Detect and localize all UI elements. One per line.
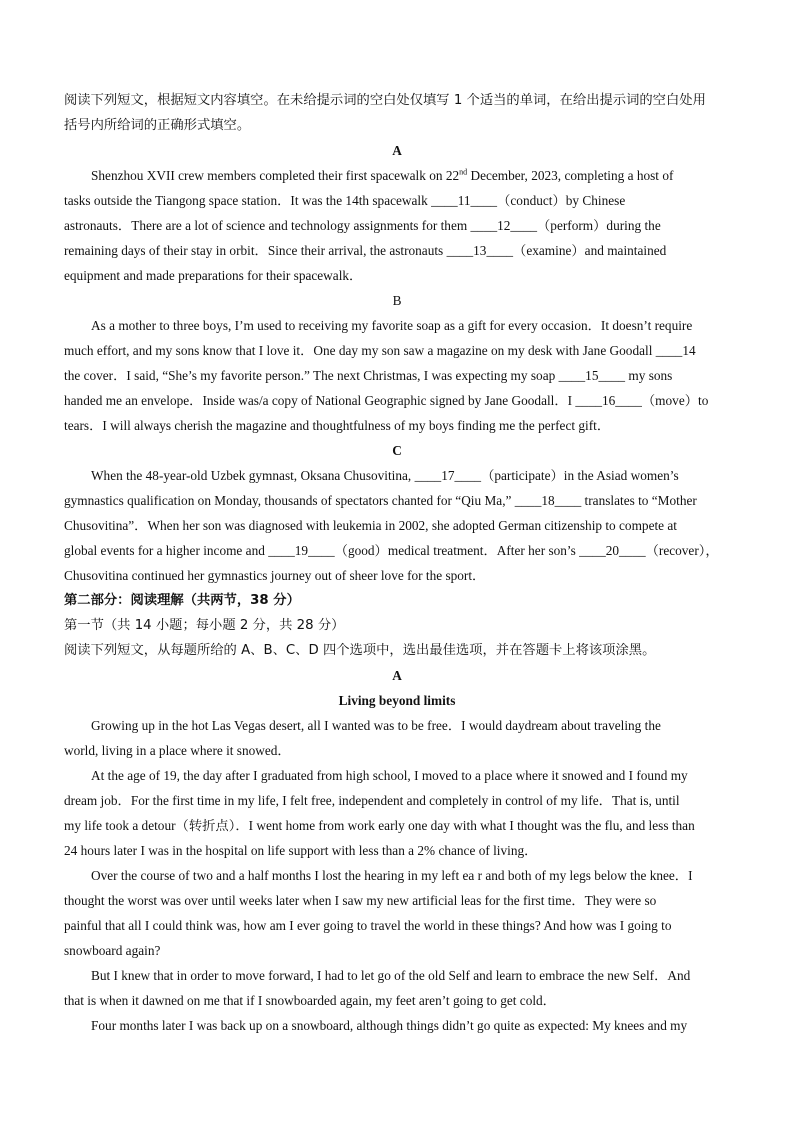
text: When the 48-year-old Uzbek gymnast, Oksana Chusovitina,	[91, 468, 415, 483]
passage-c-line-4	[64, 538, 730, 563]
passage-c-line-5: Chusovitina continued her gymnastics journey out of sheer love for the sport．	[64, 568, 486, 583]
passage-c-line-1	[64, 463, 730, 488]
text: remaining days of their stay in orbit．Since their arrival, the astronauts	[64, 243, 447, 258]
passage-c-line-3: Chusovitina”．When her son was diagnosed with leukemia in 2002, she adopted German citizenship to compete at	[64, 518, 677, 533]
passage-b-line-1: As a mother to three boys, I’m used to receiving my favorite soap as a gift for every occasion．It doesn’t require	[91, 318, 693, 333]
text: December, 2023, completing a host of	[467, 168, 674, 183]
text: translates to “Mother	[581, 493, 697, 508]
text: （perform）during the	[537, 218, 661, 233]
reading-a-p3-line-3: painful that all I could think was, how am I ever going to travel the world in these things? And how was I going to	[64, 918, 672, 933]
reading-a-heading: A	[392, 668, 402, 683]
part-2-title: 第二部分：阅读理解（共两节，38 分）	[64, 593, 300, 608]
reading-a-p4-line-1: But I knew that in order to move forward, I had to let go of the old Self and learn to embrace the new Self．And	[91, 968, 691, 983]
passage-c-line-2	[64, 488, 730, 513]
section-1-title: 第一节（共 14 小题；每小题 2 分，共 28 分）	[64, 618, 345, 633]
text: gymnastics qualification on Monday, thousands of spectators chanted for “Qiu Ma,”	[64, 493, 515, 508]
document-page	[64, 88, 730, 1038]
passage-a-line-4	[64, 238, 730, 263]
text: the cover．I said, “She’s my favorite person.” The next Christmas, I was expecting my soap	[64, 368, 559, 383]
reading-a-p2-line-1: At the age of 19, the day after I graduated from high school, I moved to a place where it snowed and I found my	[91, 768, 688, 783]
text: handed me an envelope．Inside was/a copy of National Geographic signed by Jane Goodall．I	[64, 393, 576, 408]
reading-a-p5-line-1: Four months later I was back up on a snowboard, although things didn’t go quite as expected: My knees and my	[91, 1018, 688, 1033]
text: （examine）and maintained	[513, 243, 667, 258]
reading-a-p1-line-2: world, living in a place where it snowed．	[64, 743, 291, 758]
text: much effort, and my sons know that I love it．One day my son saw a magazine on my desk with Jane Goodall	[64, 343, 656, 358]
blank-20: ____20____	[579, 543, 646, 558]
superscript: nd	[459, 167, 468, 177]
instructions-line-1: 阅读下列短文，根据短文内容填空。在未给提示词的空白处仅填写 1 个适当的单词，在给出提示词的空白处用	[64, 93, 706, 108]
text: （good）medical treatment．After her son’s	[334, 543, 580, 558]
passage-b-heading: B	[392, 293, 402, 308]
blank-12: ____12____	[470, 218, 538, 233]
text: （participate）in the Asiad women’s	[481, 468, 679, 483]
text: global events for a higher income and	[64, 543, 269, 558]
reading-a-p3-line-4: snowboard again?	[64, 943, 161, 958]
blank-13: ____13____	[446, 243, 514, 258]
blank-14: ____14	[655, 343, 696, 358]
reading-a-p2-line-3: my life took a detour（转折点）．I went home from work early one day with what I thought was the flu, and less than	[64, 818, 695, 833]
reading-a-p2-line-2: dream job．For the first time in my life, I felt free, independent and completely in control of my life．That is, until	[64, 793, 680, 808]
text: （recover），	[645, 543, 719, 558]
blank-17: ____17____	[414, 468, 482, 483]
passage-a-heading: A	[392, 143, 402, 158]
reading-a-title: Living beyond limits	[338, 693, 456, 708]
blank-18: ____18____	[514, 493, 582, 508]
passage-a-line-2	[64, 188, 730, 213]
blank-15: ____15____	[558, 368, 626, 383]
text: Shenzhou XVII crew members completed their first spacewalk on 22	[91, 168, 460, 183]
blank-16: ____16____	[575, 393, 642, 408]
reading-instructions: 阅读下列短文，从每题所给的 A、B、C、D 四个选项中，选出最佳选项，并在答题卡上将该项涂黑。	[64, 643, 656, 658]
reading-a-p3-line-1: Over the course of two and a half months I lost the hearing in my left ea r and both of my legs below the knee．I	[91, 868, 693, 883]
text: （move）to	[641, 393, 709, 408]
text: my sons	[625, 368, 673, 383]
passage-b-line-4	[64, 388, 730, 413]
blank-11: ____11____	[431, 193, 498, 208]
text: （conduct）by Chinese	[497, 193, 626, 208]
text: tasks outside the Tiangong space station．It was the 14th spacewalk	[64, 193, 432, 208]
reading-a-p1-line-1: Growing up in the hot Las Vegas desert, all I wanted was to be free．I would daydream about traveling the	[91, 718, 661, 733]
passage-c-heading: C	[392, 443, 402, 458]
passage-a-line-3	[64, 213, 730, 238]
reading-a-p3-line-2: thought the worst was over until weeks later when I saw my new artificial leas for the first time．They were so	[64, 893, 657, 908]
passage-b-line-2	[64, 338, 730, 363]
reading-a-p2-line-4: 24 hours later I was in the hospital on life support with less than a 2% chance of living．	[64, 843, 538, 858]
text: astronauts．There are a lot of science and technology assignments for them	[64, 218, 471, 233]
blank-19: ____19____	[268, 543, 335, 558]
passage-b-line-3	[64, 363, 730, 388]
reading-a-p4-line-2: that is when it dawned on me that if I snowboarded again, my feet aren’t going to get cold．	[64, 993, 556, 1008]
passage-a-line-5: equipment and made preparations for their spacewalk．	[64, 268, 363, 283]
passage-b-line-5: tears．I will always cherish the magazine and thoughtfulness of my boys finding me the perfect gift．	[64, 418, 611, 433]
passage-a-line-1	[64, 163, 730, 188]
instructions-line-2: 括号内所给词的正确形式填空。	[64, 118, 251, 133]
